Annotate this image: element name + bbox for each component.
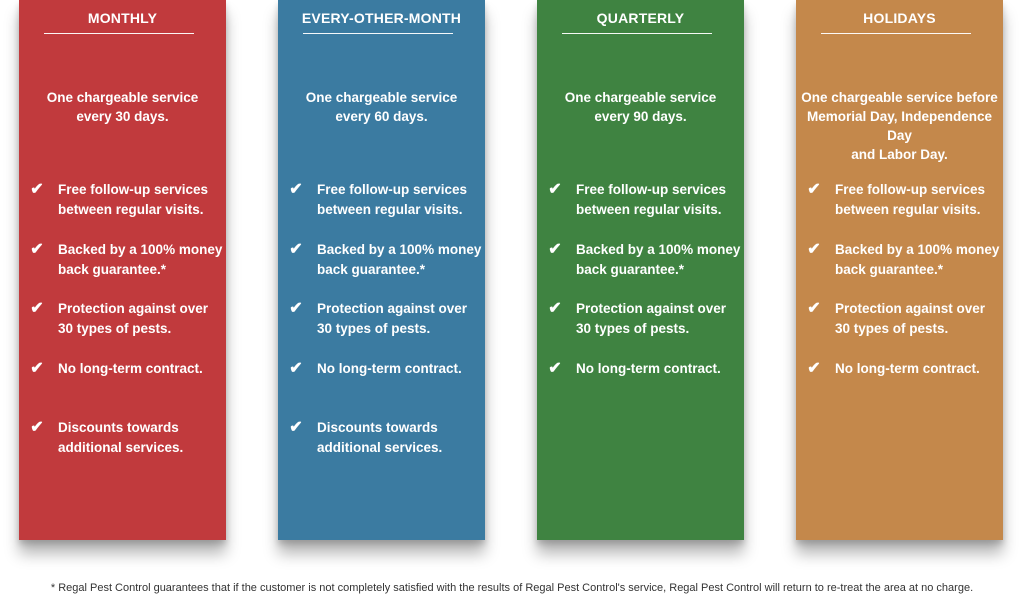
feature-item xyxy=(796,180,1003,220)
check-icon: ✔ xyxy=(30,240,44,258)
feature-item xyxy=(19,418,226,458)
title-divider xyxy=(303,33,453,34)
check-icon: ✔ xyxy=(548,359,562,377)
feature-text: No long-term contract. xyxy=(835,360,980,376)
feature-text: Protection against over 30 types of pests. xyxy=(317,301,468,336)
check-icon: ✔ xyxy=(30,359,44,377)
feature-list xyxy=(537,180,744,418)
plan-description: One chargeable service before Memorial Day, Independence Day and Labor Day. xyxy=(801,90,998,162)
feature-item xyxy=(278,418,485,458)
feature-item xyxy=(796,299,1003,339)
feature-item xyxy=(796,240,1003,280)
feature-text: No long-term contract. xyxy=(58,360,203,376)
feature-text: Protection against over 30 types of pests. xyxy=(58,301,209,336)
check-icon: ✔ xyxy=(807,240,821,258)
check-icon: ✔ xyxy=(30,419,44,436)
check-icon: ✔ xyxy=(548,181,562,198)
check-icon: ✔ xyxy=(807,359,821,377)
feature-item xyxy=(537,299,744,339)
feature-item xyxy=(537,240,744,280)
title-divider xyxy=(44,33,194,34)
plan-description: One chargeable service every 90 days. xyxy=(564,90,717,124)
title-divider xyxy=(562,33,712,34)
plan-title: HOLIDAYS xyxy=(863,10,936,26)
check-icon: ✔ xyxy=(289,240,303,258)
feature-list xyxy=(278,180,485,478)
feature-item xyxy=(19,240,226,280)
check-icon: ✔ xyxy=(30,181,44,198)
feature-text: No long-term contract. xyxy=(317,360,462,376)
feature-item xyxy=(537,359,744,399)
feature-item xyxy=(278,180,485,220)
title-divider xyxy=(821,33,971,34)
feature-item xyxy=(537,180,744,220)
plan-title: MONTHLY xyxy=(87,10,158,26)
feature-item xyxy=(278,240,485,280)
feature-text: No long-term contract. xyxy=(576,360,721,376)
guarantee-footnote: * Regal Pest Control guarantees that if the customer is not completely satisfied with the results of Regal Pest Control's service, Regal Pest Control will return to re-treat the area at no charge. xyxy=(50,582,974,594)
feature-text: Backed by a 100% money back guarantee.* xyxy=(58,241,223,277)
plan-card xyxy=(278,0,485,540)
feature-text: Free follow-up services between regular visits. xyxy=(317,182,468,217)
feature-item xyxy=(278,359,485,399)
feature-text: Free follow-up services between regular visits. xyxy=(835,182,986,217)
feature-text: Backed by a 100% money back guarantee.* xyxy=(317,241,482,277)
check-icon: ✔ xyxy=(807,300,821,317)
check-icon: ✔ xyxy=(289,300,303,317)
check-icon: ✔ xyxy=(289,419,303,436)
check-icon: ✔ xyxy=(30,300,44,317)
plan-title: QUARTERLY xyxy=(596,10,685,26)
check-icon: ✔ xyxy=(548,300,562,317)
feature-text: Discounts towards additional services. xyxy=(317,420,443,455)
check-icon: ✔ xyxy=(548,240,562,258)
plan-description: One chargeable service every 60 days. xyxy=(305,90,458,124)
feature-text: Free follow-up services between regular visits. xyxy=(58,182,209,217)
feature-text: Backed by a 100% money back guarantee.* xyxy=(835,241,1000,277)
plan-card xyxy=(796,0,1003,540)
feature-item xyxy=(19,180,226,220)
feature-text: Backed by a 100% money back guarantee.* xyxy=(576,241,741,277)
plan-card xyxy=(19,0,226,540)
feature-text: Protection against over 30 types of pests. xyxy=(835,301,986,336)
feature-list xyxy=(796,180,1003,418)
feature-item xyxy=(19,359,226,399)
feature-text: Discounts towards additional services. xyxy=(58,420,184,455)
feature-item xyxy=(19,299,226,339)
feature-item xyxy=(278,299,485,339)
check-icon: ✔ xyxy=(289,181,303,198)
feature-item xyxy=(796,359,1003,399)
plan-description: One chargeable service every 30 days. xyxy=(46,90,199,124)
feature-text: Free follow-up services between regular visits. xyxy=(576,182,727,217)
feature-list xyxy=(19,180,226,478)
plan-card xyxy=(537,0,744,540)
feature-text: Protection against over 30 types of pests. xyxy=(576,301,727,336)
plan-title: EVERY-OTHER-MONTH xyxy=(301,10,462,26)
check-icon: ✔ xyxy=(289,359,303,377)
check-icon: ✔ xyxy=(807,181,821,198)
